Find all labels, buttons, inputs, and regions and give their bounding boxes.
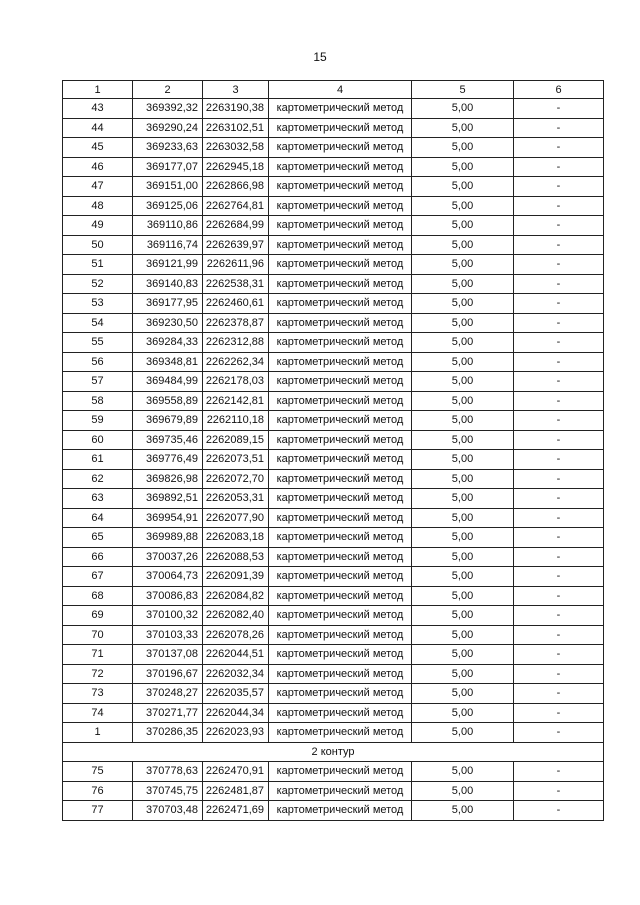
note-cell: - (514, 294, 604, 314)
table-row (63, 294, 604, 314)
y-coordinate-cell: 2262053,31 (203, 489, 269, 509)
note-cell: - (514, 157, 604, 177)
table-row (63, 508, 604, 528)
x-coordinate-cell: 369116,74 (133, 235, 203, 255)
point-number-cell: 49 (63, 216, 133, 236)
accuracy-cell: 5,00 (412, 762, 514, 782)
point-number-cell: 63 (63, 489, 133, 509)
method-cell: картометрический метод (269, 469, 412, 489)
method-cell: картометрический метод (269, 411, 412, 431)
accuracy-cell: 5,00 (412, 216, 514, 236)
table-row (63, 469, 604, 489)
accuracy-cell: 5,00 (412, 625, 514, 645)
section-label: 2 контур (63, 742, 604, 762)
x-coordinate-cell: 370137,08 (133, 645, 203, 665)
method-cell: картометрический метод (269, 255, 412, 275)
accuracy-cell: 5,00 (412, 508, 514, 528)
point-number-cell: 1 (63, 723, 133, 743)
accuracy-cell: 5,00 (412, 450, 514, 470)
accuracy-cell: 5,00 (412, 99, 514, 119)
accuracy-cell: 5,00 (412, 333, 514, 353)
note-cell: - (514, 177, 604, 197)
method-cell: картометрический метод (269, 138, 412, 158)
x-coordinate-cell: 369177,07 (133, 157, 203, 177)
method-cell: картометрический метод (269, 99, 412, 119)
point-number-cell: 54 (63, 313, 133, 333)
x-coordinate-cell: 369348,81 (133, 352, 203, 372)
note-cell: - (514, 508, 604, 528)
table-row (63, 99, 604, 119)
method-cell: картометрический метод (269, 664, 412, 684)
x-coordinate-cell: 370103,33 (133, 625, 203, 645)
point-number-cell: 48 (63, 196, 133, 216)
table-row (63, 391, 604, 411)
y-coordinate-cell: 2262945,18 (203, 157, 269, 177)
point-number-cell: 45 (63, 138, 133, 158)
x-coordinate-cell: 370037,26 (133, 547, 203, 567)
point-number-cell: 73 (63, 684, 133, 704)
method-cell: картометрический метод (269, 333, 412, 353)
x-coordinate-cell: 369392,32 (133, 99, 203, 119)
point-number-cell: 69 (63, 606, 133, 626)
method-cell: картометрический метод (269, 762, 412, 782)
y-coordinate-cell: 2262077,90 (203, 508, 269, 528)
table-row (63, 274, 604, 294)
note-cell: - (514, 411, 604, 431)
y-coordinate-cell: 2262083,18 (203, 528, 269, 548)
method-cell: картометрический метод (269, 528, 412, 548)
y-coordinate-cell: 2262470,91 (203, 762, 269, 782)
x-coordinate-cell: 370086,83 (133, 586, 203, 606)
point-number-cell: 64 (63, 508, 133, 528)
accuracy-cell: 5,00 (412, 801, 514, 821)
note-cell: - (514, 235, 604, 255)
note-cell: - (514, 196, 604, 216)
y-coordinate-cell: 2262072,70 (203, 469, 269, 489)
method-cell: картометрический метод (269, 118, 412, 138)
x-coordinate-cell: 370703,48 (133, 801, 203, 821)
note-cell: - (514, 625, 604, 645)
column-header: 2 (133, 81, 203, 99)
method-cell: картометрический метод (269, 313, 412, 333)
table-row (63, 313, 604, 333)
note-cell: - (514, 216, 604, 236)
table-row (63, 157, 604, 177)
note-cell: - (514, 781, 604, 801)
note-cell: - (514, 762, 604, 782)
y-coordinate-cell: 2262378,87 (203, 313, 269, 333)
point-number-cell: 67 (63, 567, 133, 587)
method-cell: картометрический метод (269, 586, 412, 606)
point-number-cell: 57 (63, 372, 133, 392)
x-coordinate-cell: 370064,73 (133, 567, 203, 587)
y-coordinate-cell: 2262044,51 (203, 645, 269, 665)
point-number-cell: 72 (63, 664, 133, 684)
method-cell: картометрический метод (269, 450, 412, 470)
y-coordinate-cell: 2262639,97 (203, 235, 269, 255)
y-coordinate-cell: 2263032,58 (203, 138, 269, 158)
accuracy-cell: 5,00 (412, 196, 514, 216)
note-cell: - (514, 372, 604, 392)
y-coordinate-cell: 2262023,93 (203, 723, 269, 743)
x-coordinate-cell: 369826,98 (133, 469, 203, 489)
y-coordinate-cell: 2262078,26 (203, 625, 269, 645)
note-cell: - (514, 118, 604, 138)
y-coordinate-cell: 2262073,51 (203, 450, 269, 470)
table-row (63, 118, 604, 138)
note-cell: - (514, 469, 604, 489)
method-cell: картометрический метод (269, 157, 412, 177)
table-row (63, 664, 604, 684)
y-coordinate-cell: 2262538,31 (203, 274, 269, 294)
x-coordinate-cell: 369558,89 (133, 391, 203, 411)
x-coordinate-cell: 370100,32 (133, 606, 203, 626)
point-number-cell: 51 (63, 255, 133, 275)
point-number-cell: 76 (63, 781, 133, 801)
table-row (63, 255, 604, 275)
table-header-row (63, 81, 604, 99)
note-cell: - (514, 391, 604, 411)
table-row (63, 625, 604, 645)
point-number-cell: 68 (63, 586, 133, 606)
method-cell: картометрический метод (269, 216, 412, 236)
y-coordinate-cell: 2262082,40 (203, 606, 269, 626)
x-coordinate-cell: 369125,06 (133, 196, 203, 216)
page-number: 15 (313, 50, 327, 64)
point-number-cell: 55 (63, 333, 133, 353)
accuracy-cell: 5,00 (412, 352, 514, 372)
note-cell: - (514, 801, 604, 821)
note-cell: - (514, 450, 604, 470)
table-row (63, 352, 604, 372)
accuracy-cell: 5,00 (412, 313, 514, 333)
table-row (63, 567, 604, 587)
table-row (63, 606, 604, 626)
x-coordinate-cell: 369679,89 (133, 411, 203, 431)
table-row (63, 684, 604, 704)
method-cell: картометрический метод (269, 625, 412, 645)
note-cell: - (514, 528, 604, 548)
table-row (63, 196, 604, 216)
column-header: 3 (203, 81, 269, 99)
table-row (63, 235, 604, 255)
x-coordinate-cell: 369290,24 (133, 118, 203, 138)
accuracy-cell: 5,00 (412, 586, 514, 606)
method-cell: картометрический метод (269, 801, 412, 821)
accuracy-cell: 5,00 (412, 469, 514, 489)
point-number-cell: 60 (63, 430, 133, 450)
table-row (63, 645, 604, 665)
method-cell: картометрический метод (269, 645, 412, 665)
y-coordinate-cell: 2262611,96 (203, 255, 269, 275)
accuracy-cell: 5,00 (412, 606, 514, 626)
table-row (63, 138, 604, 158)
table-row (63, 216, 604, 236)
x-coordinate-cell: 369892,51 (133, 489, 203, 509)
x-coordinate-cell: 370778,63 (133, 762, 203, 782)
accuracy-cell: 5,00 (412, 664, 514, 684)
table-row (63, 547, 604, 567)
accuracy-cell: 5,00 (412, 177, 514, 197)
point-number-cell: 50 (63, 235, 133, 255)
x-coordinate-cell: 370286,35 (133, 723, 203, 743)
x-coordinate-cell: 369776,49 (133, 450, 203, 470)
point-number-cell: 53 (63, 294, 133, 314)
table-row (63, 430, 604, 450)
x-coordinate-cell: 369230,50 (133, 313, 203, 333)
accuracy-cell: 5,00 (412, 547, 514, 567)
table-row (63, 801, 604, 821)
accuracy-cell: 5,00 (412, 684, 514, 704)
y-coordinate-cell: 2262084,82 (203, 586, 269, 606)
x-coordinate-cell: 369177,95 (133, 294, 203, 314)
y-coordinate-cell: 2262866,98 (203, 177, 269, 197)
y-coordinate-cell: 2263102,51 (203, 118, 269, 138)
note-cell: - (514, 430, 604, 450)
accuracy-cell: 5,00 (412, 138, 514, 158)
x-coordinate-cell: 370271,77 (133, 703, 203, 723)
point-number-cell: 65 (63, 528, 133, 548)
table-row (63, 762, 604, 782)
note-cell: - (514, 664, 604, 684)
table-row (63, 781, 604, 801)
table-row (63, 528, 604, 548)
table-row (63, 586, 604, 606)
method-cell: картометрический метод (269, 489, 412, 509)
accuracy-cell: 5,00 (412, 528, 514, 548)
note-cell: - (514, 99, 604, 119)
note-cell: - (514, 274, 604, 294)
x-coordinate-cell: 369140,83 (133, 274, 203, 294)
accuracy-cell: 5,00 (412, 781, 514, 801)
y-coordinate-cell: 2262312,88 (203, 333, 269, 353)
note-cell: - (514, 547, 604, 567)
method-cell: картометрический метод (269, 781, 412, 801)
point-number-cell: 75 (63, 762, 133, 782)
point-number-cell: 62 (63, 469, 133, 489)
method-cell: картометрический метод (269, 177, 412, 197)
x-coordinate-cell: 369989,88 (133, 528, 203, 548)
y-coordinate-cell: 2263190,38 (203, 99, 269, 119)
column-header: 6 (514, 81, 604, 99)
accuracy-cell: 5,00 (412, 372, 514, 392)
note-cell: - (514, 567, 604, 587)
y-coordinate-cell: 2262032,34 (203, 664, 269, 684)
method-cell: картометрический метод (269, 547, 412, 567)
x-coordinate-cell: 370248,27 (133, 684, 203, 704)
y-coordinate-cell: 2262110,18 (203, 411, 269, 431)
point-number-cell: 44 (63, 118, 133, 138)
y-coordinate-cell: 2262178,03 (203, 372, 269, 392)
method-cell: картометрический метод (269, 196, 412, 216)
y-coordinate-cell: 2262044,34 (203, 703, 269, 723)
note-cell: - (514, 313, 604, 333)
x-coordinate-cell: 369233,63 (133, 138, 203, 158)
x-coordinate-cell: 370196,67 (133, 664, 203, 684)
method-cell: картометрический метод (269, 294, 412, 314)
accuracy-cell: 5,00 (412, 118, 514, 138)
y-coordinate-cell: 2262142,81 (203, 391, 269, 411)
point-number-cell: 56 (63, 352, 133, 372)
coordinates-table (62, 80, 604, 821)
table-row (63, 177, 604, 197)
accuracy-cell: 5,00 (412, 235, 514, 255)
y-coordinate-cell: 2262684,99 (203, 216, 269, 236)
y-coordinate-cell: 2262262,34 (203, 352, 269, 372)
accuracy-cell: 5,00 (412, 489, 514, 509)
method-cell: картометрический метод (269, 235, 412, 255)
accuracy-cell: 5,00 (412, 567, 514, 587)
x-coordinate-cell: 369735,46 (133, 430, 203, 450)
point-number-cell: 47 (63, 177, 133, 197)
note-cell: - (514, 586, 604, 606)
point-number-cell: 71 (63, 645, 133, 665)
note-cell: - (514, 606, 604, 626)
column-header: 4 (269, 81, 412, 99)
point-number-cell: 43 (63, 99, 133, 119)
point-number-cell: 59 (63, 411, 133, 431)
column-header: 5 (412, 81, 514, 99)
y-coordinate-cell: 2262088,53 (203, 547, 269, 567)
x-coordinate-cell: 369110,86 (133, 216, 203, 236)
method-cell: картометрический метод (269, 723, 412, 743)
point-number-cell: 70 (63, 625, 133, 645)
accuracy-cell: 5,00 (412, 645, 514, 665)
point-number-cell: 77 (63, 801, 133, 821)
x-coordinate-cell: 369954,91 (133, 508, 203, 528)
accuracy-cell: 5,00 (412, 157, 514, 177)
point-number-cell: 74 (63, 703, 133, 723)
method-cell: картометрический метод (269, 606, 412, 626)
x-coordinate-cell: 370745,75 (133, 781, 203, 801)
table-row (63, 372, 604, 392)
accuracy-cell: 5,00 (412, 411, 514, 431)
accuracy-cell: 5,00 (412, 255, 514, 275)
note-cell: - (514, 255, 604, 275)
table-row (63, 411, 604, 431)
point-number-cell: 61 (63, 450, 133, 470)
accuracy-cell: 5,00 (412, 391, 514, 411)
accuracy-cell: 5,00 (412, 294, 514, 314)
accuracy-cell: 5,00 (412, 274, 514, 294)
y-coordinate-cell: 2262471,69 (203, 801, 269, 821)
y-coordinate-cell: 2262460,61 (203, 294, 269, 314)
y-coordinate-cell: 2262035,57 (203, 684, 269, 704)
y-coordinate-cell: 2262091,39 (203, 567, 269, 587)
note-cell: - (514, 352, 604, 372)
note-cell: - (514, 723, 604, 743)
y-coordinate-cell: 2262764,81 (203, 196, 269, 216)
point-number-cell: 66 (63, 547, 133, 567)
x-coordinate-cell: 369284,33 (133, 333, 203, 353)
note-cell: - (514, 684, 604, 704)
method-cell: картометрический метод (269, 703, 412, 723)
method-cell: картометрический метод (269, 508, 412, 528)
x-coordinate-cell: 369121,99 (133, 255, 203, 275)
method-cell: картометрический метод (269, 684, 412, 704)
note-cell: - (514, 489, 604, 509)
note-cell: - (514, 333, 604, 353)
note-cell: - (514, 138, 604, 158)
x-coordinate-cell: 369484,99 (133, 372, 203, 392)
method-cell: картометрический метод (269, 567, 412, 587)
column-header: 1 (63, 81, 133, 99)
table-row (63, 703, 604, 723)
point-number-cell: 52 (63, 274, 133, 294)
y-coordinate-cell: 2262089,15 (203, 430, 269, 450)
accuracy-cell: 5,00 (412, 703, 514, 723)
method-cell: картометрический метод (269, 430, 412, 450)
table-row (63, 333, 604, 353)
accuracy-cell: 5,00 (412, 723, 514, 743)
table-row (63, 723, 604, 743)
table-row (63, 489, 604, 509)
x-coordinate-cell: 369151,00 (133, 177, 203, 197)
method-cell: картометрический метод (269, 391, 412, 411)
note-cell: - (514, 645, 604, 665)
method-cell: картометрический метод (269, 274, 412, 294)
y-coordinate-cell: 2262481,87 (203, 781, 269, 801)
section-row (63, 742, 604, 762)
point-number-cell: 46 (63, 157, 133, 177)
method-cell: картометрический метод (269, 352, 412, 372)
method-cell: картометрический метод (269, 372, 412, 392)
table-row (63, 450, 604, 470)
note-cell: - (514, 703, 604, 723)
accuracy-cell: 5,00 (412, 430, 514, 450)
point-number-cell: 58 (63, 391, 133, 411)
